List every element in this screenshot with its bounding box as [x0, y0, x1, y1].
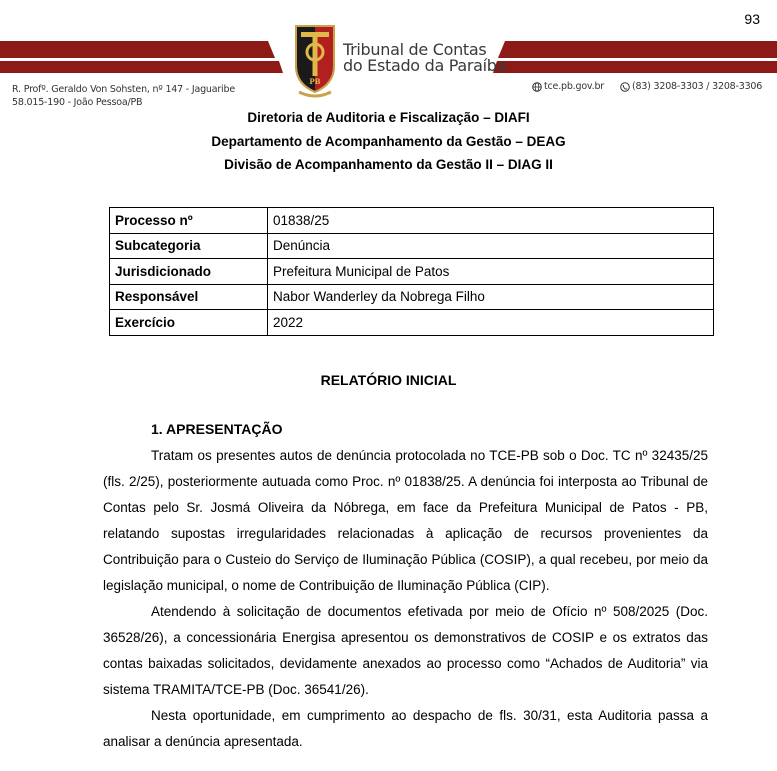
report-title: RELATÓRIO INICIAL: [320, 372, 457, 388]
heading-directorate: Diretoria de Auditoria e Fiscalização – DIAFI: [247, 110, 530, 125]
phone-text: (83) 3208-3303 / 3208-3306: [631, 81, 763, 92]
header-band-left-bottom: [0, 61, 283, 73]
row-label: Exercício: [110, 310, 268, 336]
table-row: [110, 310, 714, 336]
row-value: Nabor Wanderley da Nobrega Filho: [268, 284, 714, 310]
address-line1: R. Profº. Geraldo Von Sohsten, nº 147 - Jaguaribe: [12, 84, 235, 95]
section-title: 1. APRESENTAÇÃO: [151, 421, 283, 437]
header-band-right-top: [498, 41, 777, 58]
header-band-left-top: [0, 41, 275, 58]
heading-department: Departamento de Acompanhamento da Gestão – DEAG: [211, 133, 566, 149]
header-band-right-bottom: [493, 61, 777, 73]
table-row: [110, 259, 714, 285]
phone: [620, 81, 762, 92]
row-value: Prefeitura Municipal de Patos: [268, 259, 714, 285]
row-label: Processo nº: [110, 208, 268, 234]
website-text: tce.pb.gov.br: [544, 81, 604, 92]
page-number: 93: [744, 11, 760, 27]
department-headings: [0, 106, 777, 177]
tce-pb-crest-icon: [293, 22, 337, 98]
row-value: 01838/25: [268, 208, 714, 234]
row-label: Subcategoria: [110, 233, 268, 259]
row-label: Jurisdicionado: [110, 259, 268, 285]
paragraph: Nesta oportunidade, em cumprimento ao despacho de fls. 30/31, esta Auditoria passa a analisar a denúncia apresentada.: [103, 708, 708, 749]
table-row: [110, 284, 714, 310]
globe-icon: [532, 82, 542, 92]
paragraph: Atendendo à solicitação de documentos efetivada por meio de Ofício nº 508/2025 (Doc. 36528/26), a concessionária Energisa apresentou os demonstrativos de COSIP e os extratos das contas baixadas solicitados, devidamente anexados ao processo como “Achados de Auditoria” via sistema TRAMITA/TCE-PB (Doc. 36541/26).: [103, 604, 708, 697]
institution-name-line2: do Estado da Paraíba: [343, 56, 507, 75]
institution-name: [343, 42, 506, 74]
heading-division: Divisão de Acompanhamento da Gestão II – DIAG II: [224, 157, 553, 172]
row-label: Responsável: [110, 284, 268, 310]
address-line2: 58.015-190 - João Pessoa/PB: [12, 97, 143, 108]
institution-name-line1: Tribunal de Contas: [343, 40, 487, 59]
paragraph: Tratam os presentes autos de denúncia protocolada no TCE-PB sob o Doc. TC nº 32435/25 (fls. 2/25), posteriormente autuada como Proc. nº 01838/25. A denúncia foi interposta ao Tribunal de Contas pelo Sr. Josmá Oliveira da Nóbrega, em face da Prefeitura Municipal de Patos - PB, relatando supostas irregularidades relacionadas à aplicação de recursos provenientes da Contribuição para o Custeio do Serviço de Iluminação Pública (COSIP), a qual recebeu, por meio da legislação municipal, o nome de Contribuição de Iluminação Pública (CIP).: [103, 448, 708, 593]
table-row: [110, 233, 714, 259]
process-info-table: [109, 207, 714, 336]
table-row: [110, 208, 714, 234]
row-value: Denúncia: [268, 233, 714, 259]
row-value: 2022: [268, 310, 714, 336]
svg-text:PB: PB: [309, 77, 321, 86]
body-text: [103, 443, 708, 755]
contacts: [532, 81, 762, 92]
website: [532, 81, 604, 92]
whatsapp-icon: [620, 82, 630, 92]
